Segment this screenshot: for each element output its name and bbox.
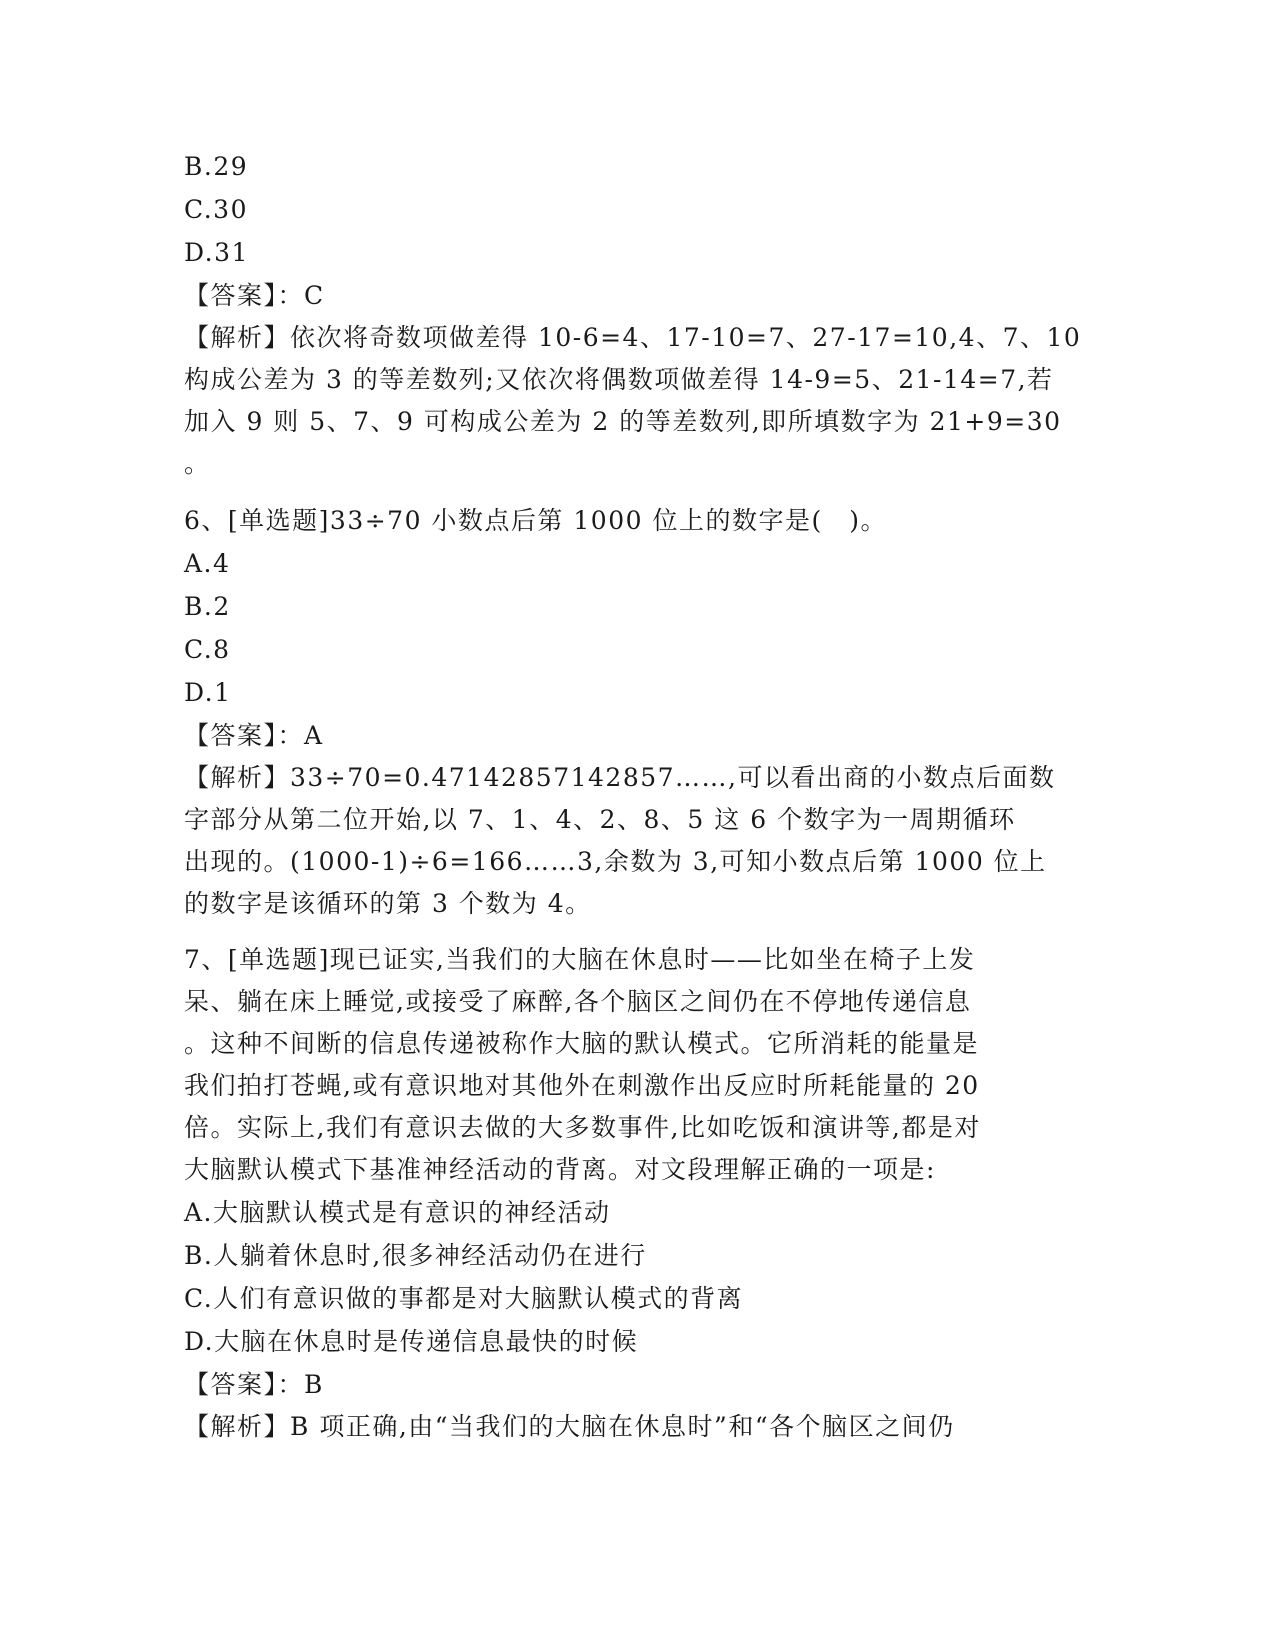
analysis-line: 的数字是该循环的第 3 个数为 4。 [184,889,592,918]
analysis-line: 【解析】依次将奇数项做差得 10-6=4、17-10=7、27-17=10,4、7、10 [184,323,1082,352]
option-a: A.4 [184,549,231,578]
analysis-line: 【解析】33÷70=0.47142857142857……,可以看出商的小数点后面数 [184,763,1056,792]
question-text-line: 。这种不间断的信息传递被称作大脑的默认模式。它所消耗的能量是 [184,1029,980,1058]
analysis-line: 加入 9 则 5、7、9 可构成公差为 2 的等差数列,即所填数字为 21+9=30 [184,407,1062,436]
question-text-line: 倍。实际上,我们有意识去做的大多数事件,比如吃饭和演讲等,都是对 [184,1113,981,1142]
question-7 [184,939,1084,1448]
document-page [184,145,1084,1448]
option-a: A.大脑默认模式是有意识的神经活动 [184,1198,611,1227]
analysis-line: 【解析】B 项正确,由“当我们的大脑在休息时”和“各个脑区之间仍 [184,1412,955,1441]
question-6 [184,499,1084,925]
option-c: C.8 [184,635,231,664]
analysis-line: 出现的。(1000-1)÷6=166……3,余数为 3,可知小数点后第 1000 位上 [184,847,1047,876]
answer: 【答案】：A [184,721,324,750]
question-text: 6、[单选题]33÷70 小数点后第 1000 位上的数字是( )。 [184,506,887,535]
option-c: C.人们有意识做的事都是对大脑默认模式的背离 [184,1284,744,1313]
analysis-line: 字部分从第二位开始,以 7、1、4、2、8、5 这 6 个数字为一周期循环 [184,805,1016,834]
question-text-line: 7、[单选题]现已证实,当我们的大脑在休息时——比如坐在椅子上发 [184,945,976,974]
question-text-line: 我们拍打苍蝇,或有意识地对其他外在刺激作出反应时所耗能量的 20 [184,1071,980,1100]
analysis-line: 构成公差为 3 的等差数列;又依次将偶数项做差得 14-9=5、21-14=7,若 [184,365,1054,394]
answer: 【答案】：B [184,1370,324,1399]
option-c: C.30 [184,195,248,224]
question-5 [184,145,1084,485]
question-text-line: 大脑默认模式下基准神经活动的背离。对文段理解正确的一项是: [184,1155,936,1184]
option-d: D.大脑在休息时是传递信息最快的时候 [184,1327,639,1356]
option-d: D.1 [184,678,232,707]
option-b: B.29 [184,152,249,181]
option-b: B.人躺着休息时,很多神经活动仍在进行 [184,1241,647,1270]
option-d: D.31 [184,238,249,267]
answer: 【答案】：C [184,281,325,310]
question-text-line: 呆、躺在床上睡觉,或接受了麻醉,各个脑区之间仍在不停地传递信息 [184,987,972,1016]
analysis-line: 。 [184,449,211,478]
option-b: B.2 [184,592,231,621]
